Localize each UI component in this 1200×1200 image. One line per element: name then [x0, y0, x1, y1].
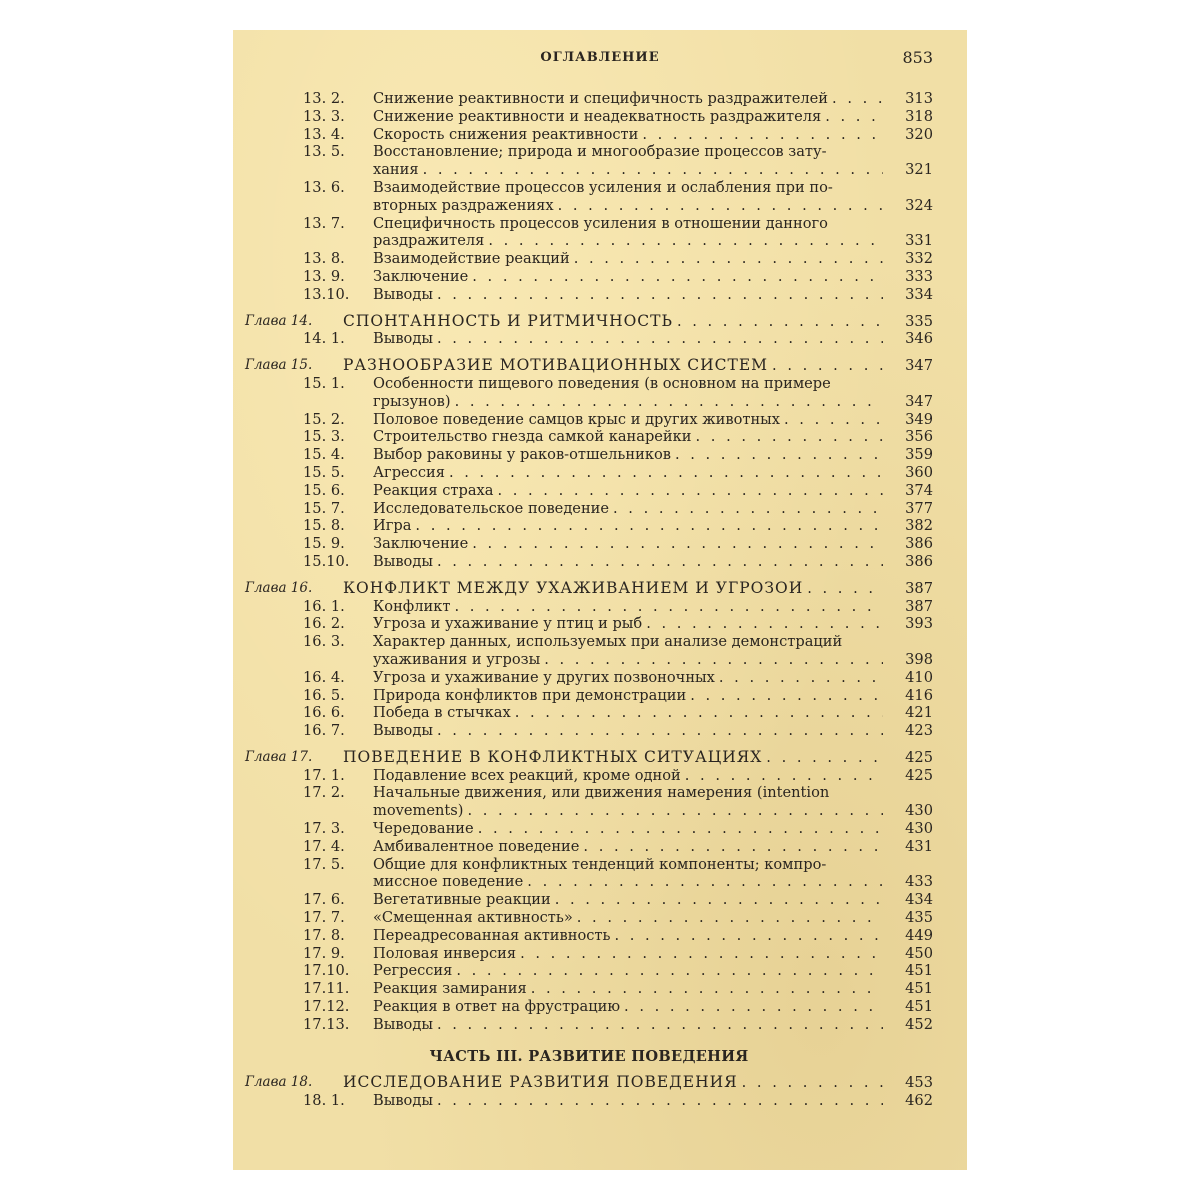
entry-title: Специфичность процессов усиления в отношении данного	[373, 214, 828, 232]
toc-chapter-entry	[245, 580, 933, 598]
section-number: 16. 6.	[303, 704, 345, 722]
dot-leader	[423, 161, 883, 179]
dot-leader	[415, 517, 883, 535]
entry-title: Снижение реактивности и неадекватность раздражителя	[373, 107, 822, 125]
entry-title: Восстановление; природа и многообразие процессов зату-	[373, 143, 827, 161]
section-number: 16. 2.	[303, 615, 345, 633]
toc-section-entry	[245, 598, 933, 616]
dot-leader	[742, 1074, 883, 1092]
section-number: 13. 3.	[303, 107, 345, 125]
dot-leader	[807, 580, 883, 598]
entry-title: Выводы	[373, 1092, 433, 1110]
section-number: 16. 5.	[303, 686, 345, 704]
entry-title: Реакция в ответ на фрустрацию	[373, 998, 621, 1016]
dot-leader	[527, 873, 883, 891]
toc-section-entry	[245, 615, 933, 633]
section-number: 13.10.	[303, 285, 350, 303]
section-number: 17.11.	[303, 980, 350, 998]
entry-title: Переадресованная активность	[373, 926, 611, 944]
toc-section-entry	[245, 517, 933, 535]
section-number: 17. 1.	[303, 766, 345, 784]
page-number: 853	[902, 48, 933, 67]
section-number: 17. 6.	[303, 891, 345, 909]
entry-page-number: 333	[905, 267, 933, 285]
section-number: 17. 4.	[303, 837, 345, 855]
entry-title: РАЗНООБРАЗИЕ МОТИВАЦИОННЫХ СИСТЕМ	[343, 357, 769, 375]
dot-leader	[437, 286, 883, 304]
dot-leader	[642, 126, 883, 144]
toc-section-entry	[245, 90, 933, 108]
entry-page-number: 453	[905, 1074, 933, 1092]
entry-title: Игра	[373, 517, 412, 535]
toc-chapter-entry	[245, 749, 933, 767]
toc-section-entry	[245, 126, 933, 144]
section-number: 15. 7.	[303, 499, 345, 517]
section-number: 13. 6.	[303, 178, 345, 196]
toc-section-entry	[245, 838, 933, 856]
section-number: 15. 4.	[303, 446, 345, 464]
entry-title: «Смещенная активность»	[373, 909, 573, 927]
toc-section-entry	[245, 767, 933, 785]
entry-page-number: 435	[905, 909, 933, 927]
entry-page-number: 360	[905, 463, 933, 481]
section-number: 15. 1.	[303, 374, 345, 392]
toc-section-entry	[245, 998, 933, 1016]
entry-page-number: 318	[905, 107, 933, 125]
dot-leader	[772, 357, 883, 375]
entry-title: Выводы	[373, 1015, 433, 1033]
entry-page-number: 332	[905, 250, 933, 268]
toc-section-entry	[245, 927, 933, 945]
toc-section-entry	[245, 980, 933, 998]
section-number: 15. 3.	[303, 428, 345, 446]
entry-page-number: 386	[905, 535, 933, 553]
section-number: 15. 6.	[303, 481, 345, 499]
entry-title: Характер данных, используемых при анализе демонстраций	[373, 633, 843, 651]
section-number: 17.12.	[303, 998, 350, 1016]
section-number: 13. 9.	[303, 267, 345, 285]
dot-leader	[520, 945, 883, 963]
entry-title: Угроза и ухаживание у птиц и рыб	[373, 615, 643, 633]
section-number: 17.13.	[303, 1015, 350, 1033]
entry-page-number: 416	[905, 686, 933, 704]
entry-title: хания	[373, 161, 419, 179]
dot-leader	[675, 446, 883, 464]
entry-page-number: 313	[905, 90, 933, 107]
toc-chapter-entry	[245, 357, 933, 375]
entry-page-number: 346	[905, 330, 933, 348]
section-number: 13. 7.	[303, 214, 345, 232]
dot-leader	[574, 250, 883, 268]
section-number: 18. 1.	[303, 1092, 345, 1110]
section-number: 13. 2.	[303, 90, 345, 107]
dot-leader	[515, 704, 883, 722]
toc-section-entry	[245, 179, 933, 215]
entry-title: Строительство гнезда самкой канарейки	[373, 428, 692, 446]
entry-title: Общие для конфликтных тенденций компоненты; компро-	[373, 855, 827, 873]
toc-section-entry	[245, 722, 933, 740]
entry-page-number: 410	[905, 668, 933, 686]
chapter-label: Глава 14.	[245, 312, 313, 329]
toc-section-entry	[245, 784, 933, 820]
section-number: 13. 8.	[303, 250, 345, 268]
entry-page-number: 349	[905, 410, 933, 428]
entry-title: миссное поведение	[373, 873, 524, 891]
entry-title: Взаимодействие процессов усиления и ослабления при по-	[373, 178, 833, 196]
dot-leader	[449, 464, 883, 482]
dot-leader	[472, 268, 883, 286]
entry-page-number: 430	[905, 802, 933, 820]
entry-title: Чередование	[373, 820, 474, 838]
entry-page-number: 430	[905, 820, 933, 838]
entry-title: Вегетативные реакции	[373, 891, 551, 909]
dot-leader	[685, 767, 883, 785]
dot-leader	[456, 962, 883, 980]
entry-page-number: 423	[905, 722, 933, 740]
entry-page-number: 452	[905, 1015, 933, 1033]
entry-page-number: 398	[905, 650, 933, 668]
section-number: 15.10.	[303, 552, 350, 570]
section-number: 16. 3.	[303, 633, 345, 651]
entry-page-number: 386	[905, 552, 933, 570]
toc-section-entry	[245, 669, 933, 687]
section-number: 16. 1.	[303, 597, 345, 615]
chapter-label: Глава 18.	[245, 1074, 313, 1091]
dot-leader	[696, 428, 883, 446]
entry-page-number: 433	[905, 873, 933, 891]
section-number: 14. 1.	[303, 330, 345, 348]
entry-page-number: 331	[905, 232, 933, 250]
entry-title: Выводы	[373, 552, 433, 570]
table-of-contents	[245, 90, 933, 1110]
entry-page-number: 321	[905, 161, 933, 179]
entry-page-number: 425	[905, 766, 933, 784]
entry-page-number: 451	[905, 980, 933, 998]
entry-page-number: 356	[905, 428, 933, 446]
section-number: 17. 5.	[303, 855, 345, 873]
entry-title: Реакция страха	[373, 481, 494, 499]
toc-section-entry	[245, 482, 933, 500]
entry-page-number: 320	[905, 125, 933, 143]
entry-title: Исследовательское поведение	[373, 499, 610, 517]
entry-title: ухаживания и угрозы	[373, 650, 541, 668]
entry-title: Начальные движения, или движения намерения (intention	[373, 784, 830, 802]
section-number: 13. 5.	[303, 143, 345, 161]
entry-page-number: 434	[905, 891, 933, 909]
running-head-title: ОГЛАВЛЕНИЕ	[540, 50, 660, 65]
entry-title: Реакция замирания	[373, 980, 527, 998]
entry-title: Заключение	[373, 267, 469, 285]
dot-leader	[624, 998, 883, 1016]
entry-page-number: 431	[905, 837, 933, 855]
entry-page-number: 335	[905, 312, 933, 330]
entry-page-number: 324	[905, 196, 933, 214]
chapter-label: Глава 15.	[245, 357, 313, 374]
dot-leader	[437, 722, 883, 740]
entry-page-number: 382	[905, 517, 933, 535]
entry-page-number: 451	[905, 962, 933, 980]
dot-leader	[677, 313, 883, 331]
section-number: 15. 8.	[303, 517, 345, 535]
part-heading: ЧАСТЬ III. РАЗВИТИЕ ПОВЕДЕНИЯ	[429, 1047, 749, 1065]
toc-section-entry	[245, 553, 933, 571]
entry-title: Половое поведение самцов крыс и других животных	[373, 410, 781, 428]
section-number: 16. 4.	[303, 668, 345, 686]
toc-section-entry	[245, 143, 933, 179]
dot-leader	[555, 891, 883, 909]
toc-section-entry	[245, 856, 933, 892]
entry-page-number: 449	[905, 926, 933, 944]
section-number: 15. 2.	[303, 410, 345, 428]
dot-leader	[497, 482, 883, 500]
dot-leader	[766, 749, 883, 767]
entry-title: СПОНТАННОСТЬ И РИТМИЧНОСТЬ	[343, 312, 673, 330]
dot-leader	[646, 615, 883, 633]
toc-section-entry	[245, 633, 933, 669]
entry-title: Конфликт	[373, 597, 451, 615]
entry-title: Выводы	[373, 330, 433, 348]
toc-section-entry	[245, 500, 933, 518]
section-number: 15. 9.	[303, 535, 345, 553]
section-number: 17. 9.	[303, 944, 345, 962]
entry-page-number: 334	[905, 285, 933, 303]
entry-title: Взаимодействие реакций	[373, 250, 570, 268]
section-number: 17. 3.	[303, 820, 345, 838]
entry-title: Заключение	[373, 535, 469, 553]
toc-section-entry	[245, 215, 933, 251]
toc-section-entry	[245, 909, 933, 927]
entry-title: Выводы	[373, 285, 433, 303]
entry-page-number: 359	[905, 446, 933, 464]
entry-page-number: 450	[905, 944, 933, 962]
dot-leader	[613, 500, 883, 518]
section-number: 17. 7.	[303, 909, 345, 927]
toc-section-entry	[245, 687, 933, 705]
entry-title: Снижение реактивности и специфичность раздражителей	[373, 90, 829, 107]
dot-leader	[558, 197, 883, 215]
dot-leader	[437, 553, 883, 571]
dot-leader	[784, 411, 883, 429]
entry-title: раздражителя	[373, 232, 485, 250]
toc-chapter-entry	[245, 313, 933, 331]
entry-title: Скорость снижения реактивности	[373, 125, 639, 143]
toc-section-entry	[245, 108, 933, 126]
entry-title: ИССЛЕДОВАНИЕ РАЗВИТИЯ ПОВЕДЕНИЯ	[343, 1074, 738, 1092]
entry-page-number: 347	[905, 357, 933, 375]
toc-section-entry	[245, 945, 933, 963]
entry-title: Выводы	[373, 722, 433, 740]
entry-page-number: 393	[905, 615, 933, 633]
entry-page-number: 347	[905, 392, 933, 410]
toc-section-entry	[245, 268, 933, 286]
entry-title: Выбор раковины у раков-отшельников	[373, 446, 671, 464]
section-number: 15. 5.	[303, 463, 345, 481]
toc-section-entry	[245, 375, 933, 411]
entry-page-number: 377	[905, 499, 933, 517]
entry-page-number: 421	[905, 704, 933, 722]
toc-section-entry	[245, 446, 933, 464]
section-number: 17. 2.	[303, 784, 345, 802]
section-number: 17. 8.	[303, 926, 345, 944]
dot-leader	[488, 232, 883, 250]
entry-title: Амбивалентное поведение	[373, 837, 580, 855]
toc-section-entry	[245, 428, 933, 446]
toc-chapter-entry	[245, 1074, 933, 1092]
entry-title: Природа конфликтов при демонстрации	[373, 686, 687, 704]
toc-section-entry	[245, 704, 933, 722]
entry-page-number: 425	[905, 748, 933, 766]
toc-section-entry	[245, 535, 933, 553]
entry-page-number: 374	[905, 481, 933, 499]
toc-section-entry	[245, 1092, 933, 1110]
toc-section-entry	[245, 464, 933, 482]
dot-leader	[478, 820, 883, 838]
dot-leader	[690, 687, 883, 705]
dot-leader	[544, 651, 883, 669]
toc-section-entry	[245, 330, 933, 348]
toc-section-entry	[245, 286, 933, 304]
running-head	[233, 48, 967, 70]
entry-title: вторных раздражениях	[373, 196, 554, 214]
section-number: 13. 4.	[303, 125, 345, 143]
dot-leader	[437, 1092, 883, 1110]
entry-title: Победа в стычках	[373, 704, 511, 722]
toc-section-entry	[245, 891, 933, 909]
entry-title: Подавление всех реакций, кроме одной	[373, 766, 681, 784]
dot-leader	[583, 838, 883, 856]
entry-page-number: 462	[905, 1092, 933, 1110]
dot-leader	[577, 909, 883, 927]
entry-title: Агрессия	[373, 463, 445, 481]
entry-title: грызунов)	[373, 392, 451, 410]
book-page	[233, 30, 967, 1170]
dot-leader	[472, 535, 883, 553]
entry-page-number: 387	[905, 597, 933, 615]
toc-section-entry	[245, 250, 933, 268]
dot-leader	[531, 980, 883, 998]
dot-leader	[832, 90, 883, 108]
section-number: 17.10.	[303, 962, 350, 980]
chapter-label: Глава 16.	[245, 579, 313, 596]
dot-leader	[437, 330, 883, 348]
entry-title: КОНФЛИКТ МЕЖДУ УХАЖИВАНИЕМ И УГРОЗОЙ	[343, 579, 804, 597]
dot-leader	[614, 927, 883, 945]
entry-title: Половая инверсия	[373, 944, 517, 962]
dot-leader	[455, 393, 883, 411]
entry-title: Регрессия	[373, 962, 453, 980]
entry-title: Особенности пищевого поведения (в основном на примере	[373, 374, 831, 392]
entry-title: ПОВЕДЕНИЕ В КОНФЛИКТНЫХ СИТУАЦИЯХ	[343, 748, 763, 766]
toc-section-entry	[245, 1016, 933, 1034]
toc-section-entry	[245, 820, 933, 838]
entry-title: movements)	[373, 802, 464, 820]
chapter-label: Глава 17.	[245, 748, 313, 765]
entry-title: Угроза и ухаживание у других позвоночных	[373, 668, 715, 686]
dot-leader	[437, 1016, 883, 1034]
entry-page-number: 451	[905, 998, 933, 1016]
dot-leader	[825, 108, 883, 126]
section-number: 16. 7.	[303, 722, 345, 740]
dot-leader	[719, 669, 883, 687]
toc-section-entry	[245, 962, 933, 980]
toc-section-entry	[245, 411, 933, 429]
entry-page-number: 387	[905, 579, 933, 597]
dot-leader	[454, 598, 883, 616]
dot-leader	[467, 802, 883, 820]
